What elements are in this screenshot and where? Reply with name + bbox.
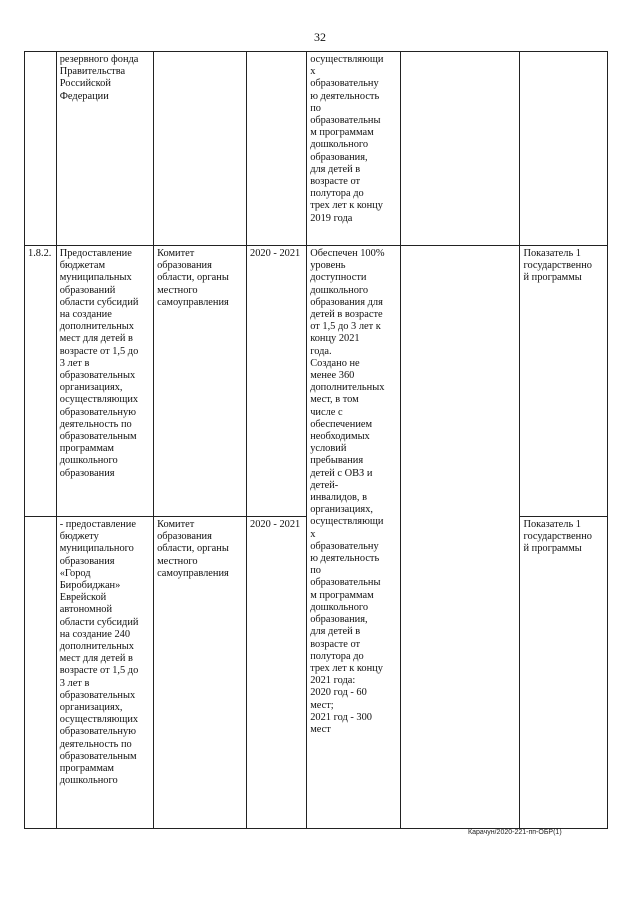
cell-indicator: Показатель 1 государственно й программы xyxy=(520,246,608,517)
cell-executor xyxy=(154,52,247,246)
program-table xyxy=(24,51,608,829)
cell-number: 1.8.2. xyxy=(25,246,57,517)
cell-executor: Комитет образования области, органы местного самоуправления xyxy=(154,246,247,517)
table-row-continued xyxy=(25,52,608,246)
table-row-1-8-2 xyxy=(25,246,608,517)
cell-period: 2020 - 2021 xyxy=(247,246,307,517)
cell-period xyxy=(247,52,307,246)
cell-empty xyxy=(401,246,520,829)
cell-executor: Комитет образования области, органы местного самоуправления xyxy=(154,517,247,829)
page-number: 32 xyxy=(314,30,326,44)
cell-period: 2020 - 2021 xyxy=(247,517,307,829)
document-footer-code: Карачун/2020-221-пп-ОБР(1) xyxy=(468,829,562,836)
cell-number xyxy=(25,52,57,246)
cell-description: - предоставление бюджету муниципального образования «Город Биробиджан» Еврейской автономной области субсидий на создание 240 дополнительных мест для детей в возрасте от 1,5 до 3 лет в образовательных организациях, осуществляющих образовательную деятельность по образовательным программам дошкольного xyxy=(56,517,153,829)
cell-empty xyxy=(401,52,520,246)
cell-number xyxy=(25,517,57,829)
cell-description: Предоставление бюджетам муниципальных образований области субсидий на создание дополнительных мест для детей в возрасте от 1,5 до 3 лет в образовательных организациях, осуществляющих образовательную деятельность по образовательным программам дошкольного образования xyxy=(56,246,153,517)
cell-description: резервного фонда Правительства Российской Федерации xyxy=(56,52,153,246)
cell-result: Обеспечен 100% уровень доступности дошкольного образования для детей в возрасте от 1,5 до 3 лет к концу 2021 года. Создано не менее 360 дополнительных мест, в том числе с обеспечением необходимых условий пребывания детей с ОВЗ и детей- инвалидов, в организациях, осуществляющи х образовательну ю деятельность по образовательны м программам дошкольного образования, для детей в возрасте от полутора до трех лет к концу 2021 года: 2020 год - 60 мест; 2021 год - 300 мест xyxy=(307,246,401,829)
cell-indicator: Показатель 1 государственно й программы xyxy=(520,517,608,829)
cell-result: осуществляющи х образовательну ю деятельность по образовательны м программам дошкольного образования, для детей в возрасте от полутора до трех лет к концу 2019 года xyxy=(307,52,401,246)
cell-indicator xyxy=(520,52,608,246)
